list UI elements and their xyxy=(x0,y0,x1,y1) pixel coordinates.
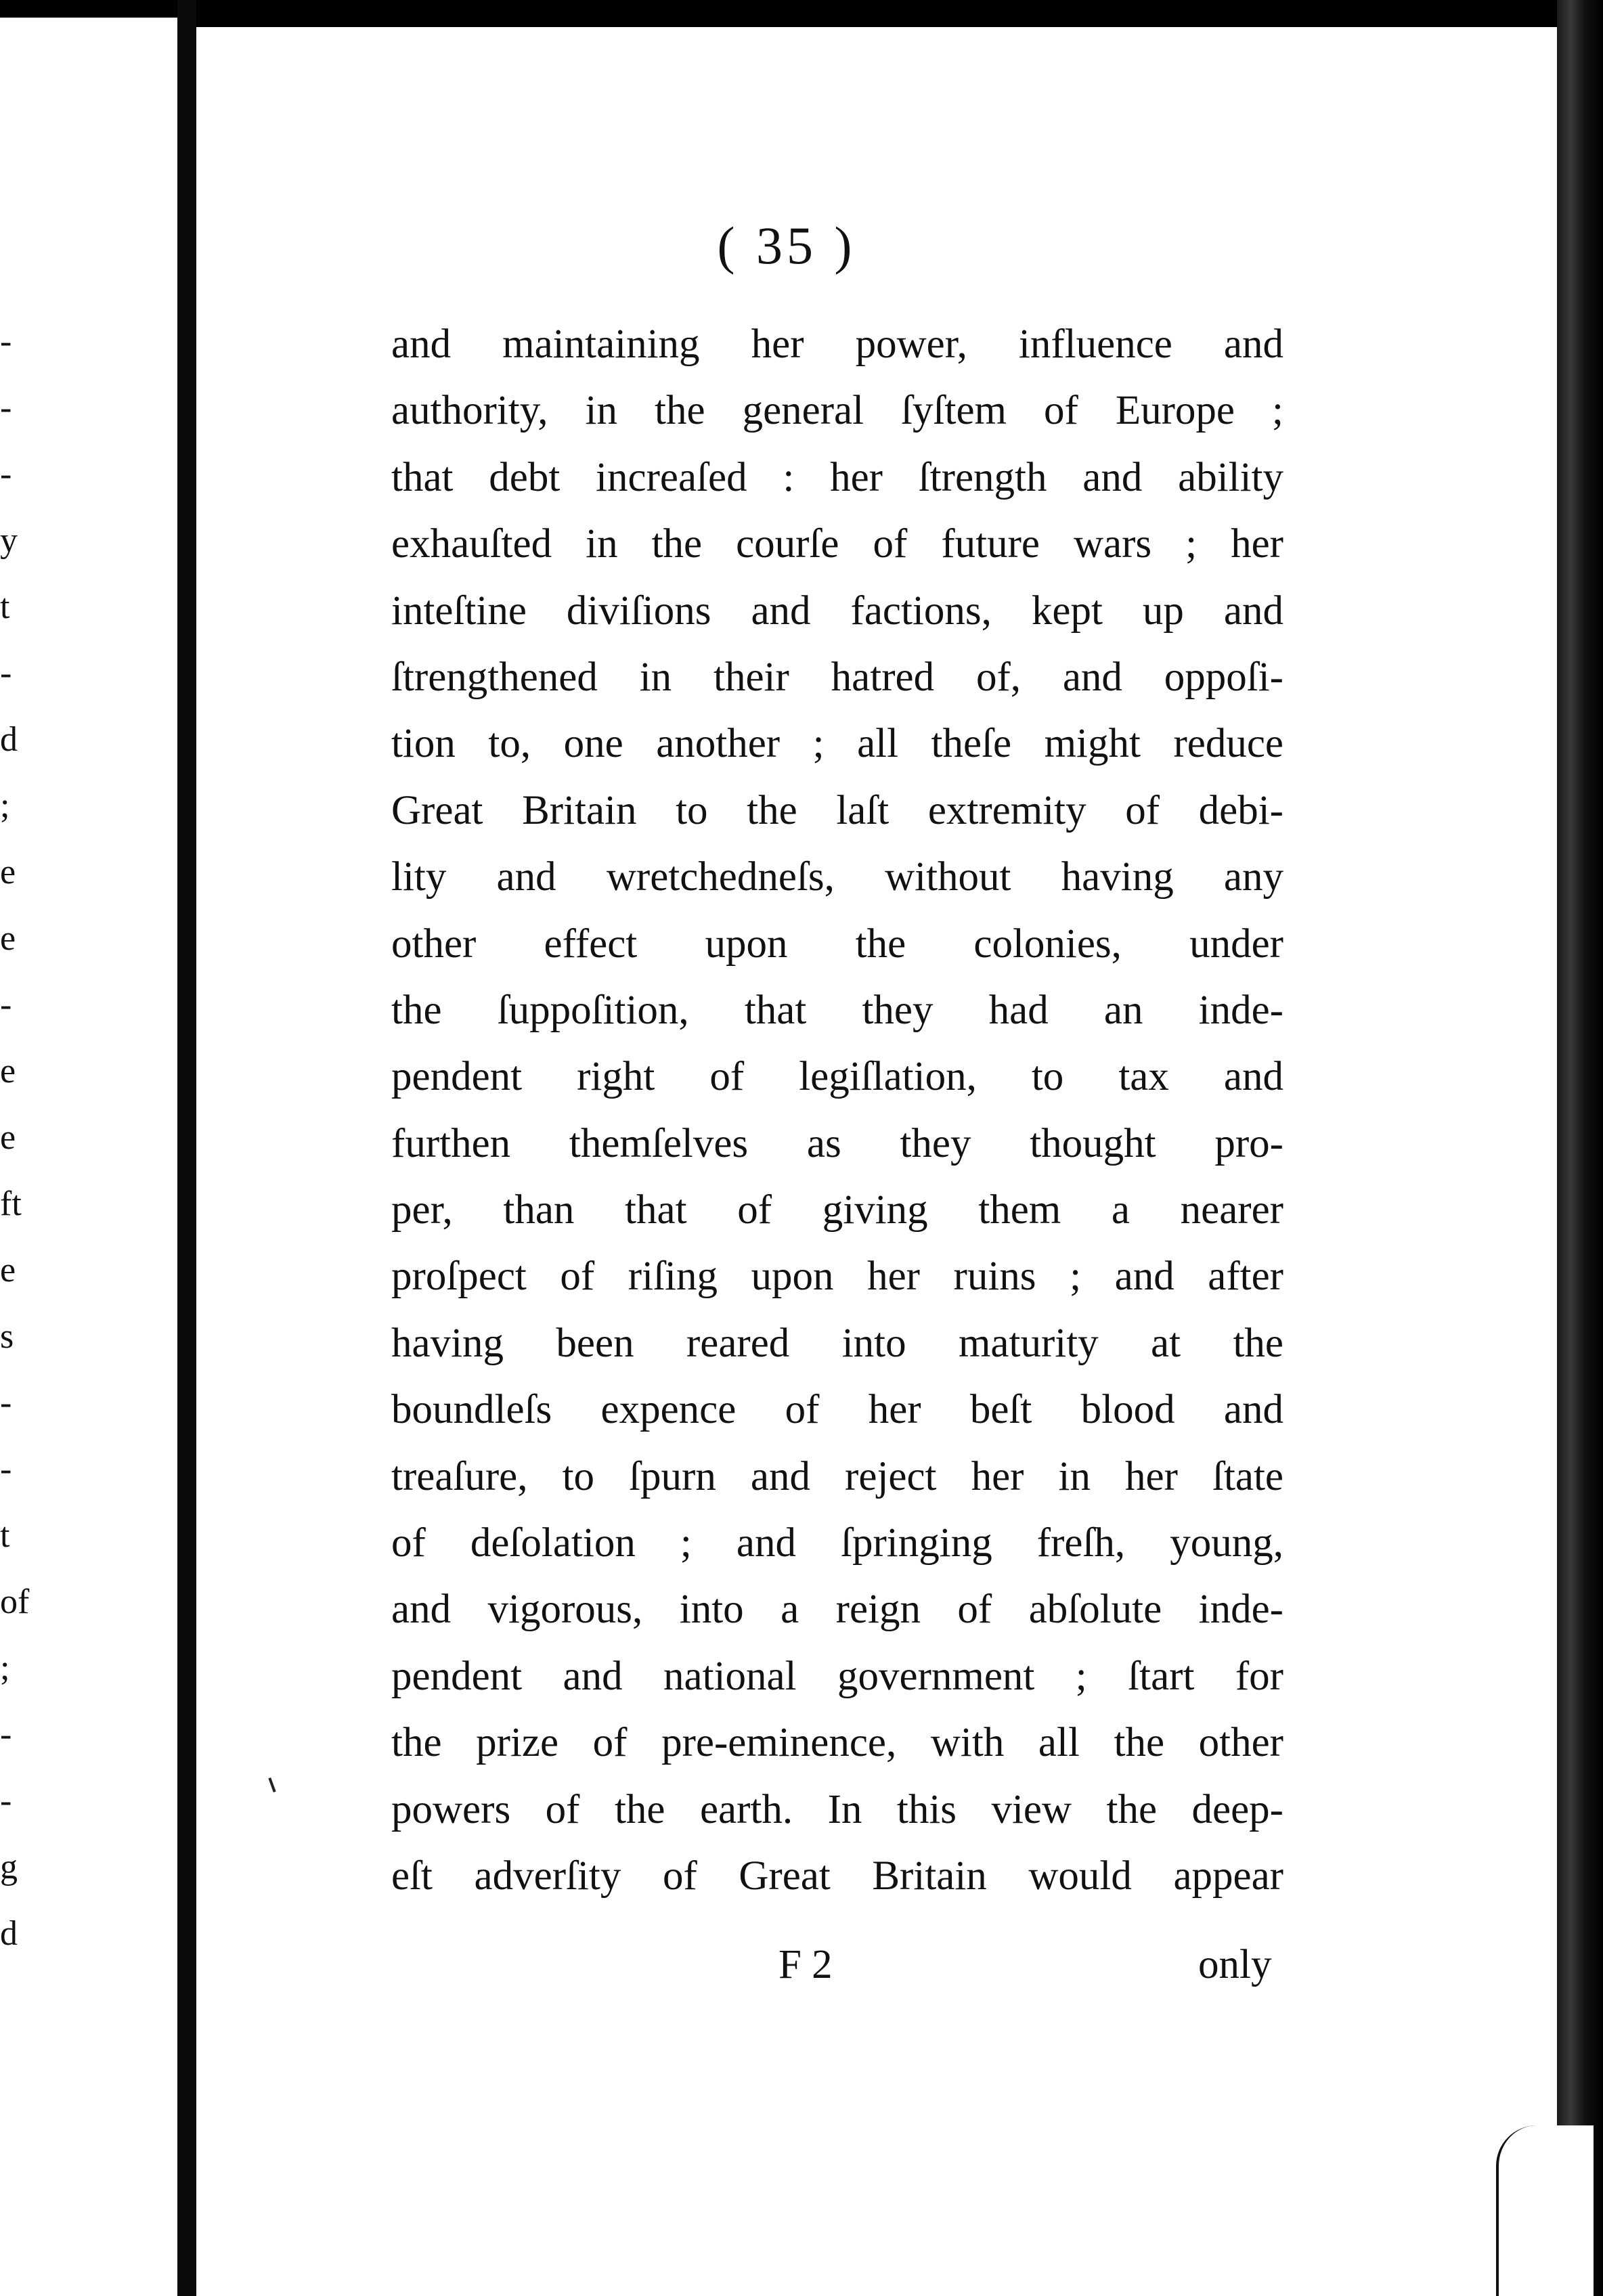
margin-fragment: - xyxy=(0,1384,12,1422)
margin-fragment: - xyxy=(0,1450,12,1488)
margin-fragment: - xyxy=(0,1782,12,1820)
text-line: treaſure, to ſpurn and reject her in her ſtate xyxy=(391,1453,1283,1499)
text-line: and vigorous, into a reign of abſolute inde- xyxy=(391,1587,1283,1633)
margin-fragment: - xyxy=(0,389,12,427)
margin-fragment: ft xyxy=(0,1185,22,1223)
text-line: lity and wretchedneſs, without having any xyxy=(391,854,1283,900)
margin-fragment: t xyxy=(0,1516,10,1555)
text-line: and maintaining her power, influence and xyxy=(391,322,1283,367)
margin-fragment: - xyxy=(0,1715,12,1754)
text-line: that debt increaſed : her ſtrength and ability xyxy=(391,454,1283,500)
text-line: exhauſted in the courſe of future wars ; her xyxy=(391,521,1283,567)
text-line: Great Britain to the laſt extremity of debi- xyxy=(391,787,1283,833)
margin-fragment: - xyxy=(0,455,12,493)
text-line: the ſuppoſition, that they had an inde- xyxy=(391,987,1283,1033)
text-line: furthen themſelves as they thought pro- xyxy=(391,1120,1283,1166)
book-gutter xyxy=(177,0,196,2296)
text-line: pendent and national government ; ſtart for xyxy=(391,1653,1283,1699)
margin-fragment: e xyxy=(0,1251,16,1289)
margin-fragment: d xyxy=(0,720,18,759)
margin-fragment: - xyxy=(0,986,12,1024)
margin-fragment: ; xyxy=(0,787,10,825)
facing-page xyxy=(0,18,177,2296)
text-line: powers of the earth. In this view the deep- xyxy=(391,1786,1283,1832)
text-line: having been reared into maturity at the xyxy=(391,1320,1283,1366)
text-line: other effect upon the colonies, under xyxy=(391,921,1283,967)
text-line: proſpect of riſing upon her ruins ; and after xyxy=(391,1254,1283,1300)
margin-fragment: t xyxy=(0,588,10,626)
text-line: eſt adverſity of Great Britain would appear xyxy=(391,1853,1283,1899)
margin-fragment: e xyxy=(0,1052,16,1090)
facing-page-margin-fragments xyxy=(0,309,30,1967)
margin-fragment: e xyxy=(0,853,16,891)
margin-fragment: - xyxy=(0,654,12,692)
page-edge-shadow xyxy=(1557,0,1603,2296)
text-line: of deſolation ; and ſpringing freſh, young, xyxy=(391,1520,1283,1566)
margin-fragment: y xyxy=(0,521,18,560)
margin-fragment: - xyxy=(0,322,12,361)
page-corner-curl xyxy=(1496,2125,1594,2296)
margin-fragment: d xyxy=(0,1914,18,1953)
body-text xyxy=(391,311,1283,1909)
margin-fragment: of xyxy=(0,1583,30,1621)
text-line: pendent right of legiſlation, to tax and xyxy=(391,1054,1283,1100)
text-line: boundleſs expence of her beſt blood and xyxy=(391,1387,1283,1433)
text-line: per, than that of giving them a nearer xyxy=(391,1187,1283,1233)
text-line: inteſtine diviſions and factions, kept up and xyxy=(391,588,1283,634)
text-line: the prize of pre-eminence, with all the other xyxy=(391,1720,1283,1766)
margin-fragment: s xyxy=(0,1317,14,1356)
margin-fragment: e xyxy=(0,919,16,958)
text-line: tion to, one another ; all theſe might reduce xyxy=(391,721,1283,767)
text-line: ſtrengthened in their hatred of, and oppoſi- xyxy=(391,654,1283,700)
catchword: only xyxy=(1198,1942,1272,1987)
signature-mark: F 2 xyxy=(778,1942,833,1987)
page-number: ( 35 ) xyxy=(717,216,856,275)
margin-fragment: g xyxy=(0,1848,18,1886)
margin-fragment: e xyxy=(0,1118,16,1157)
margin-fragment: ; xyxy=(0,1649,10,1687)
text-line: authority, in the general ſyſtem of Europe ; xyxy=(391,388,1283,434)
